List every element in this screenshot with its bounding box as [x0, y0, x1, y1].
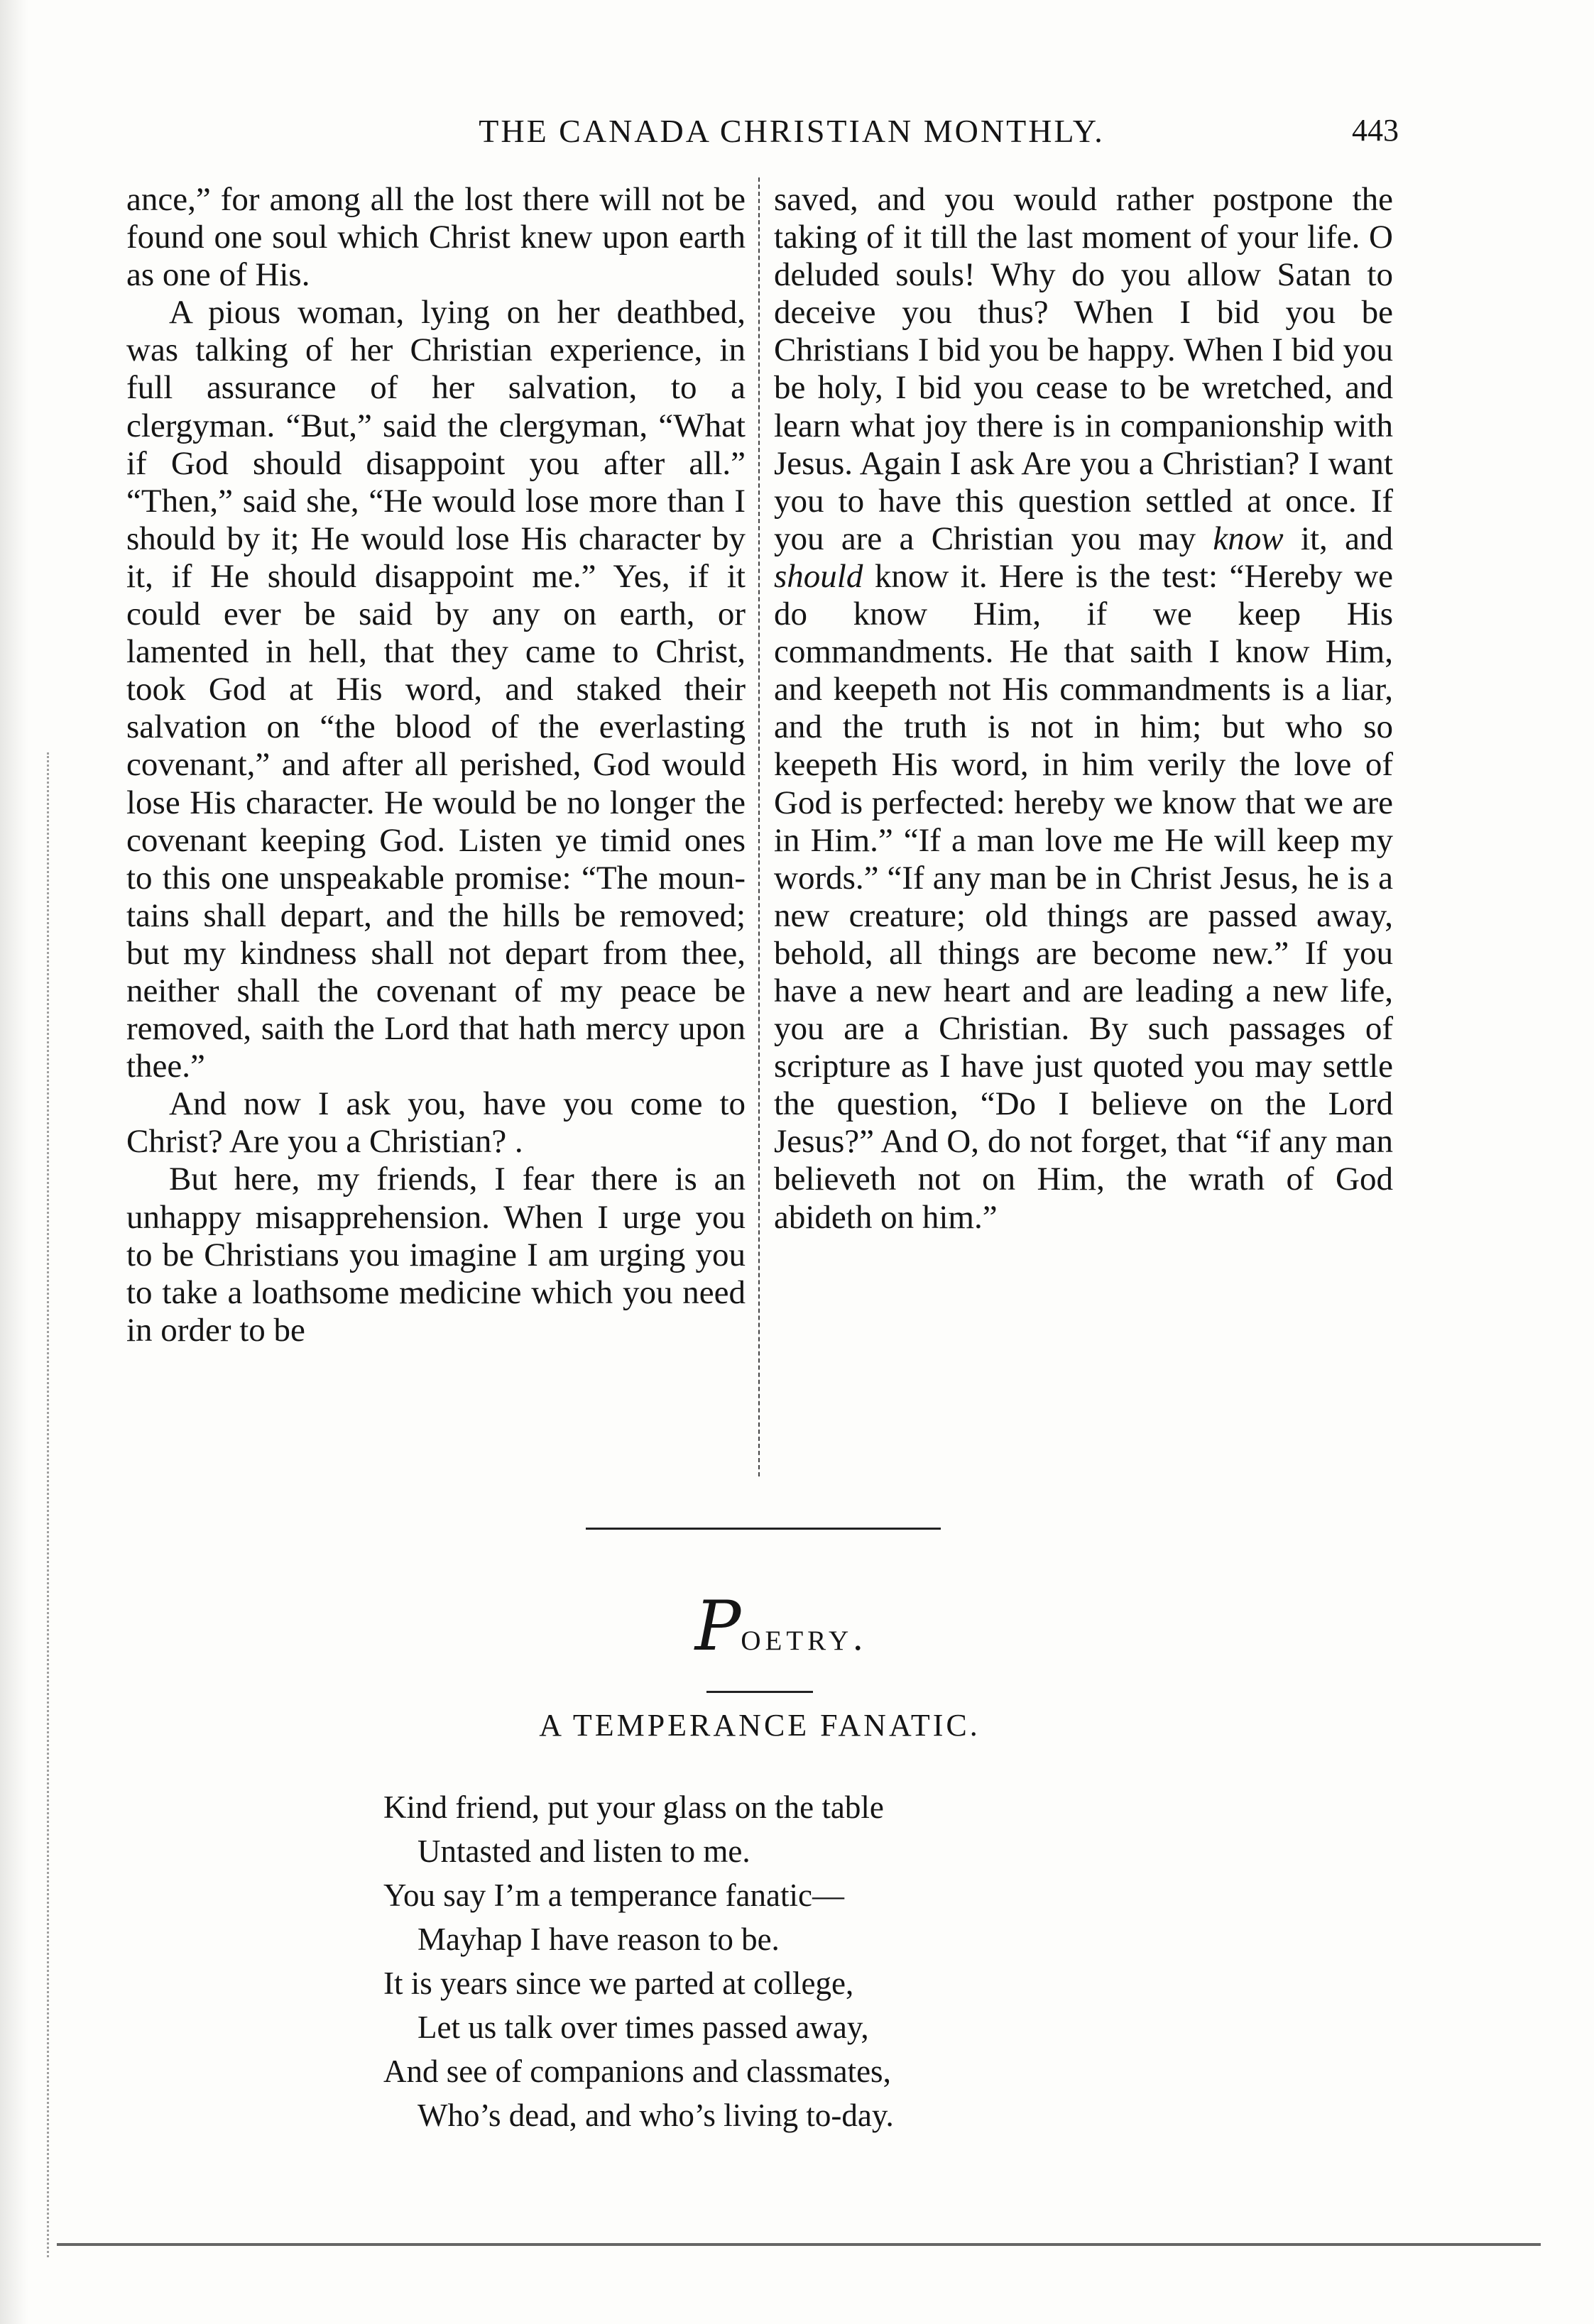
text-run: saved, and you would rather postpone the taking of it till the last moment of your life. O deluded souls! Why do you allow Satan to deceive you thus? When I bid you be Christians I bid you be happy. When I bid you be holy, I bid you cease to be wretched, and learn what joy there is in companionship with Jesus. Again I ask Are you a Christian? I want you to have this question settled at once. If you are a Christian you may: [774, 181, 1393, 557]
scan-margin-artifact: [47, 752, 50, 2257]
poem-line: Mayhap I have reason to be.: [417, 1922, 780, 1957]
left-column: [126, 181, 746, 1349]
text-run: it, and: [1283, 520, 1393, 557]
scan-page-edge: [0, 0, 28, 2324]
poem-title: A TEMPERANCE FANATIC.: [539, 1708, 981, 1743]
section-divider: [586, 1528, 941, 1530]
right-column: [774, 181, 1393, 1237]
running-header: [121, 112, 1399, 155]
poem-line: You say I’m a temperance fanatic—: [383, 1878, 844, 1913]
heading-initial: P: [694, 1586, 741, 1666]
text-run: know it. Here is the test: “Hereby we do know Him, if we keep His commandments. He that saith I know Him, and keepeth not His commandments is a liar, and the truth is not in him; but who so keepeth His word, in him verily the love of God is perfected: hereby we know that we are in Him.” “If a man love me He will keep my words.” “If any man be in Christ Jesus, he is a new creature; old things are passed away, behold, all things are become new.” If you have a new heart and are leading a new life, you are a Christian. By such passages of scripture as I have just quoted you may settle the question, “Do I believe on the Lord Jesus?” And O, do not forget, that “if any man believeth not on Him, the wrath of God abideth on him.”: [774, 557, 1393, 1236]
page-number: 443: [1352, 113, 1399, 148]
running-title: THE CANADA CHRISTIAN MONTHLY.: [479, 113, 1105, 149]
column-divider: [758, 177, 760, 1476]
paragraph: And now I ask you, have you come to Christ? Are you a Christian? .: [126, 1085, 746, 1161]
poem-line: It is years since we parted at college,: [383, 1966, 854, 2001]
heading-underline: [706, 1691, 813, 1693]
poem-line: Who’s dead, and who’s living to-day.: [417, 2098, 894, 2133]
paragraph: A pious woman, lying on her deathbed, was talking of her Christian experience, in full assurance of her salvation, to a clergyman. “But,” said the clergyman, “What if God should disappoint you after all.” “Then,” said she, “He would lose more than I should by it; He would lose His character by it, if He should disappoint me.” Yes, if it could ever be said by any on earth, or lamented in hell, that they came to Christ, took God at His word, and staked their salvation on “the blood of the everlasting covenant,” and after all perished, God would lose His character. He would be no longer the covenant keeping God. Listen ye timid ones to this one unspeakable promise: “The mountains shall depart, and the hills be removed; but my kindness shall not depart from thee, neither shall the covenant of my peace be removed, saith the Lord that hath mercy upon thee.”: [126, 294, 746, 1085]
heading-rest: oetry.: [741, 1615, 868, 1659]
emphasis-know: know: [1213, 520, 1284, 557]
poem-body: [383, 1785, 1164, 2137]
emphasis-should: should: [774, 557, 863, 595]
poem-line: Let us talk over times passed away,: [417, 2010, 869, 2045]
poem-line: And see of companions and classmates,: [383, 2054, 891, 2089]
paragraph: ance,” for among all the lost there will not be found one soul which Christ knew upon earth as one of His.: [126, 181, 746, 294]
poem-line: Untasted and listen to me.: [417, 1834, 750, 1869]
paragraph: But here, my friends, I fear there is an unhappy misapprehension. When I urge you to be Christians you imagine I am urging you to take a loathsome medicine which you need in order to be: [126, 1161, 746, 1349]
section-heading-poetry: [497, 1586, 1065, 1666]
bottom-page-rule: [57, 2243, 1541, 2246]
paragraph: [774, 181, 1393, 1237]
poem-line: Kind friend, put your glass on the table: [383, 1789, 884, 1825]
